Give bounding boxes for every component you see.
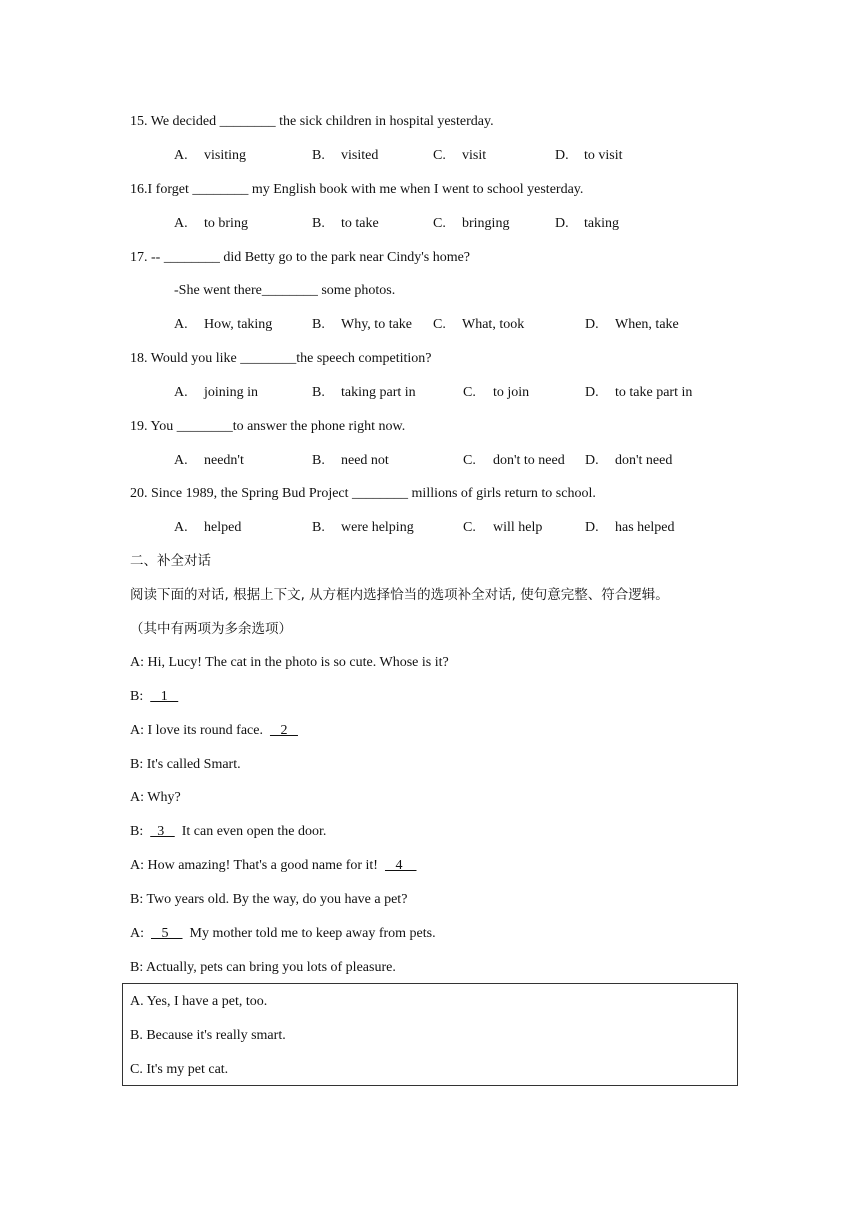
option-a-letter: A. xyxy=(174,520,188,535)
option-c-letter: C. xyxy=(433,216,446,231)
dialogue-blank-5: 5 xyxy=(151,926,183,941)
dialogue-line xyxy=(130,654,449,672)
question-20-stem: 20. Since 1989, the Spring Bud Project ________ millions of girls return to school. xyxy=(130,486,596,501)
dialogue-blank-1: 1 xyxy=(150,689,179,704)
option-a-text: helped xyxy=(204,520,242,535)
dialogue-line xyxy=(130,722,298,740)
question-16-stem: 16.I forget ________ my English book with me when I went to school yesterday. xyxy=(130,182,584,197)
dialogue-line xyxy=(130,756,241,774)
section-2-instruction: 阅读下面的对话, 根据上下文, 从方框内选择恰当的选项补全对话, 使句意完整、符合逻辑。 xyxy=(130,587,669,603)
option-d-letter: D. xyxy=(585,317,599,332)
option-b-text: need not xyxy=(341,453,389,468)
section-2-title: 二、补全对话 xyxy=(130,553,211,569)
box-option-b: B. Because it's really smart. xyxy=(130,1028,286,1043)
dialogue-text: B: Actually, pets can bring you lots of pleasure. xyxy=(130,960,396,975)
option-a-letter: A. xyxy=(174,317,188,332)
section-2-note: （其中有两项为多余选项） xyxy=(130,621,292,637)
dialogue-text: A: Hi, Lucy! The cat in the photo is so cute. Whose is it? xyxy=(130,655,449,670)
option-b-letter: B. xyxy=(312,385,325,400)
option-d-letter: D. xyxy=(585,385,599,400)
option-d-text: has helped xyxy=(615,520,675,535)
option-d-text: taking xyxy=(584,216,619,231)
option-d-text: to take part in xyxy=(615,385,693,400)
option-a-text: to bring xyxy=(204,216,248,231)
option-b-text: taking part in xyxy=(341,385,416,400)
dialogue-blank-2: 2 xyxy=(269,723,298,738)
dialogue-line xyxy=(130,959,396,977)
dialogue-line xyxy=(130,925,436,943)
dialogue-line xyxy=(130,789,181,807)
dialogue-text: A: How amazing! That's a good name for it! xyxy=(130,858,385,873)
option-b-text: visited xyxy=(341,148,379,163)
option-a-letter: A. xyxy=(174,148,188,163)
option-c-letter: C. xyxy=(433,317,446,332)
option-c-letter: C. xyxy=(463,453,476,468)
dialogue-text: B: xyxy=(130,689,151,704)
dialogue-blank-3: 3 xyxy=(150,824,175,839)
dialogue-text: B: Two years old. By the way, do you have a pet? xyxy=(130,892,408,907)
option-c-letter: C. xyxy=(463,520,476,535)
dialogue-text: A: Why? xyxy=(130,790,181,805)
option-c-text: to join xyxy=(493,385,530,400)
option-b-letter: B. xyxy=(312,453,325,468)
option-c-text: will help xyxy=(493,520,543,535)
option-a-text: visiting xyxy=(204,148,247,163)
dialogue-text: A: I love its round face. xyxy=(130,723,270,738)
option-a-letter: A. xyxy=(174,216,188,231)
dialogue-text: A: xyxy=(130,926,151,941)
question-15-stem: 15. We decided ________ the sick children in hospital yesterday. xyxy=(130,114,494,129)
option-b-text: to take xyxy=(341,216,379,231)
option-c-text: What, took xyxy=(462,317,525,332)
option-a-letter: A. xyxy=(174,385,188,400)
option-b-text: were helping xyxy=(341,520,414,535)
dialogue-blank-4: 4 xyxy=(384,858,417,873)
option-a-text: How, taking xyxy=(204,317,273,332)
dialogue-line xyxy=(130,857,416,875)
option-c-letter: C. xyxy=(433,148,446,163)
option-b-text: Why, to take xyxy=(341,317,413,332)
dialogue-text: It can even open the door. xyxy=(174,824,327,839)
option-d-letter: D. xyxy=(585,520,599,535)
option-d-text: When, take xyxy=(615,317,679,332)
option-b-letter: B. xyxy=(312,216,325,231)
option-c-text: visit xyxy=(462,148,487,163)
option-c-text: bringing xyxy=(462,216,510,231)
dialogue-text: My mother told me to keep away from pets. xyxy=(182,926,436,941)
question-17-stem: 17. -- ________ did Betty go to the park near Cindy's home? xyxy=(130,250,471,265)
option-d-letter: D. xyxy=(555,216,569,231)
option-d-text: don't need xyxy=(615,453,673,468)
question-17-response: -She went there________ some photos. xyxy=(174,283,396,298)
option-c-text: don't to need xyxy=(493,453,565,468)
dialogue-line xyxy=(130,891,407,909)
dialogue-text: B: It's called Smart. xyxy=(130,757,241,772)
option-a-text: joining in xyxy=(204,385,259,400)
option-b-letter: B. xyxy=(312,317,325,332)
box-option-a: A. Yes, I have a pet, too. xyxy=(130,994,268,1009)
option-d-letter: D. xyxy=(555,148,569,163)
option-b-letter: B. xyxy=(312,520,325,535)
question-19-stem: 19. You ________to answer the phone right now. xyxy=(130,419,406,434)
option-a-text: needn't xyxy=(204,453,244,468)
dialogue-line xyxy=(130,688,178,706)
option-b-letter: B. xyxy=(312,148,325,163)
box-option-c: C. It's my pet cat. xyxy=(130,1062,229,1077)
question-18-stem: 18. Would you like ________the speech competition? xyxy=(130,351,432,366)
option-c-letter: C. xyxy=(463,385,476,400)
dialogue-text: B: xyxy=(130,824,151,839)
option-d-text: to visit xyxy=(584,148,623,163)
dialogue-line xyxy=(130,823,326,841)
option-a-letter: A. xyxy=(174,453,188,468)
option-d-letter: D. xyxy=(585,453,599,468)
